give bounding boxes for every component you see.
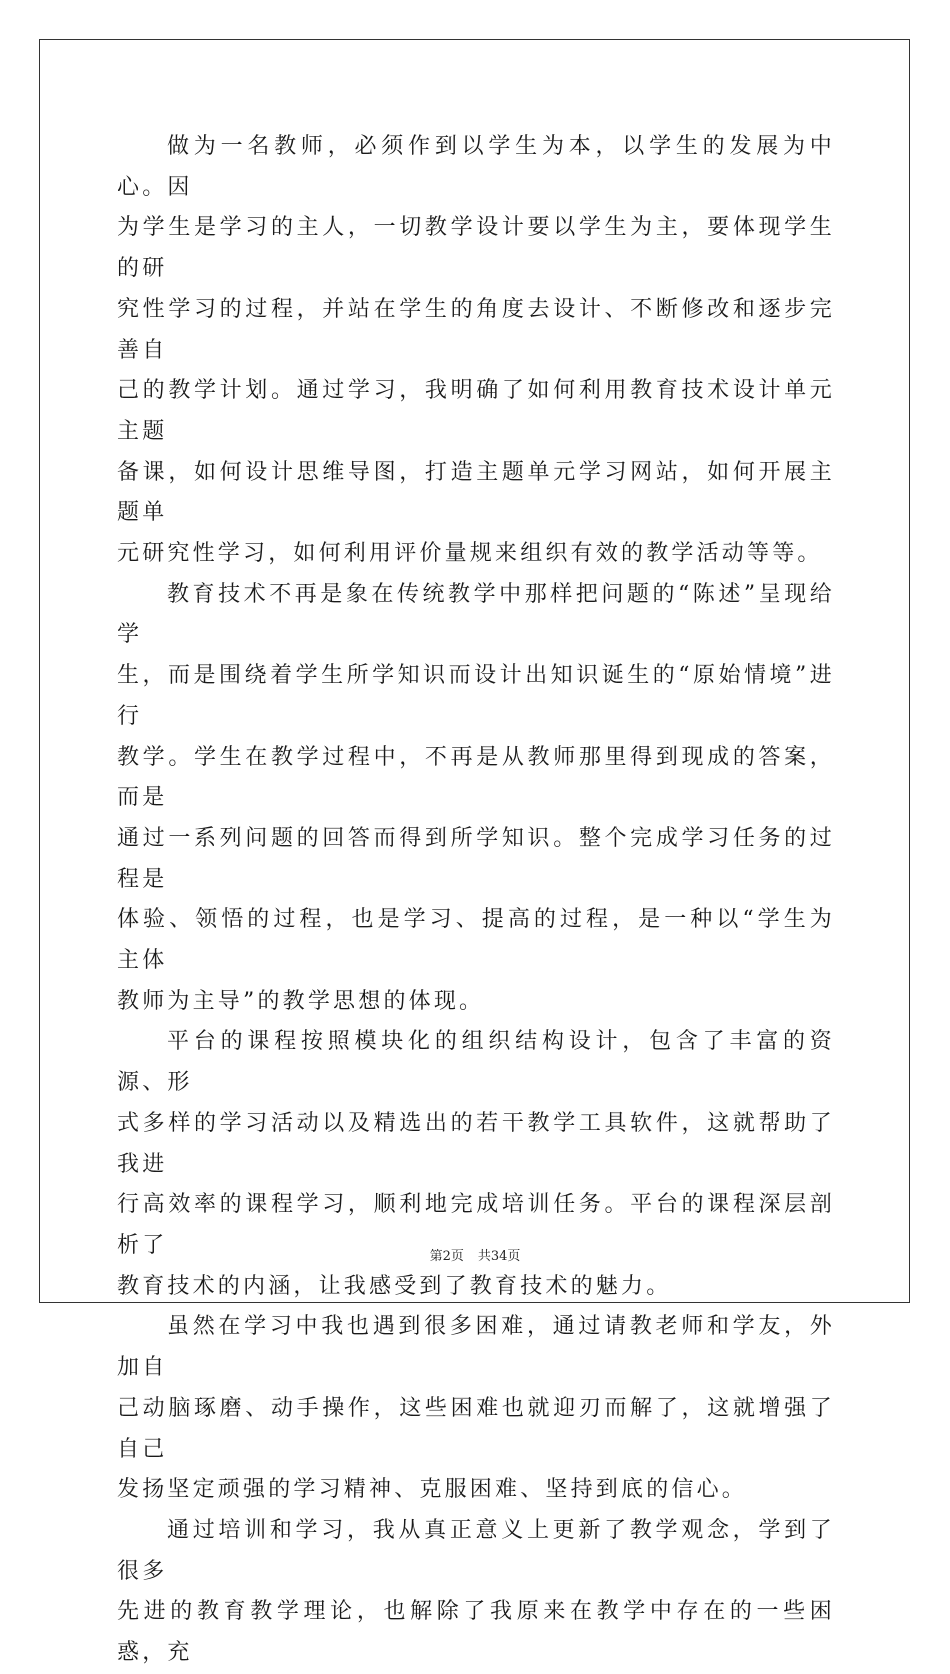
paragraph-2: 教育技术不再是象在传统教学中那样把问题的“陈述”呈现给学 生，而是围绕着学生所学知识而设计出知识诞生的“原始情境”进行 教学。学生在教学过程中，不再是从教师那里得到现成的答案，而是 通过一系列问题的回答而得到所学知识。整个完成学习任务的过程是 体验、领悟的过程，也是学习、提高的过程，是一种以“学生为主体 教师为主导”的教学思想的体现。 (117, 581, 835, 1014)
page-number: 第2页 (429, 1249, 464, 1264)
paragraph-5: 通过培训和学习，我从真正意义上更新了教学观念，学到了很多 先进的教育教学理论，也解除了我原来在教学中存在的一些困惑，充 (117, 1517, 835, 1666)
page-footer (0, 1249, 950, 1265)
paragraph-4: 虽然在学习中我也遇到很多困难，通过请教老师和学友，外加自 己动脑琢磨、动手操作，这些困难也就迎刃而解了，这就增强了自己 发扬坚定顽强的学习精神、克服困难、坚持到底的信心。 (117, 1314, 835, 1503)
page-total: 共34页 (477, 1249, 521, 1264)
paragraph-1: 做为一名教师，必须作到以学生为本，以学生的发展为中心。因 为学生是学习的主人，一切教学设计要以学生为主，要体现学生的研 究性学习的过程，并站在学生的角度去设计、不断修改和逐步完善自 己的教学计划。通过学习，我明确了如何利用教育技术设计单元主题 备课，如何设计思维导图，打造主题单元学习网站，如何开展主题单 元研究性学习，如何利用评价量规来组织有效的教学活动等等。 (117, 134, 835, 567)
paragraph-3: 平台的课程按照模块化的组织结构设计，包含了丰富的资源、形 式多样的学习活动以及精选出的若干教学工具软件，这就帮助了我进 行高效率的课程学习，顺利地完成培训任务。平台的课程深层剖析了 教育技术的内涵，让我感受到了教育技术的魅力。 (117, 1029, 835, 1299)
document-body (117, 127, 835, 1674)
